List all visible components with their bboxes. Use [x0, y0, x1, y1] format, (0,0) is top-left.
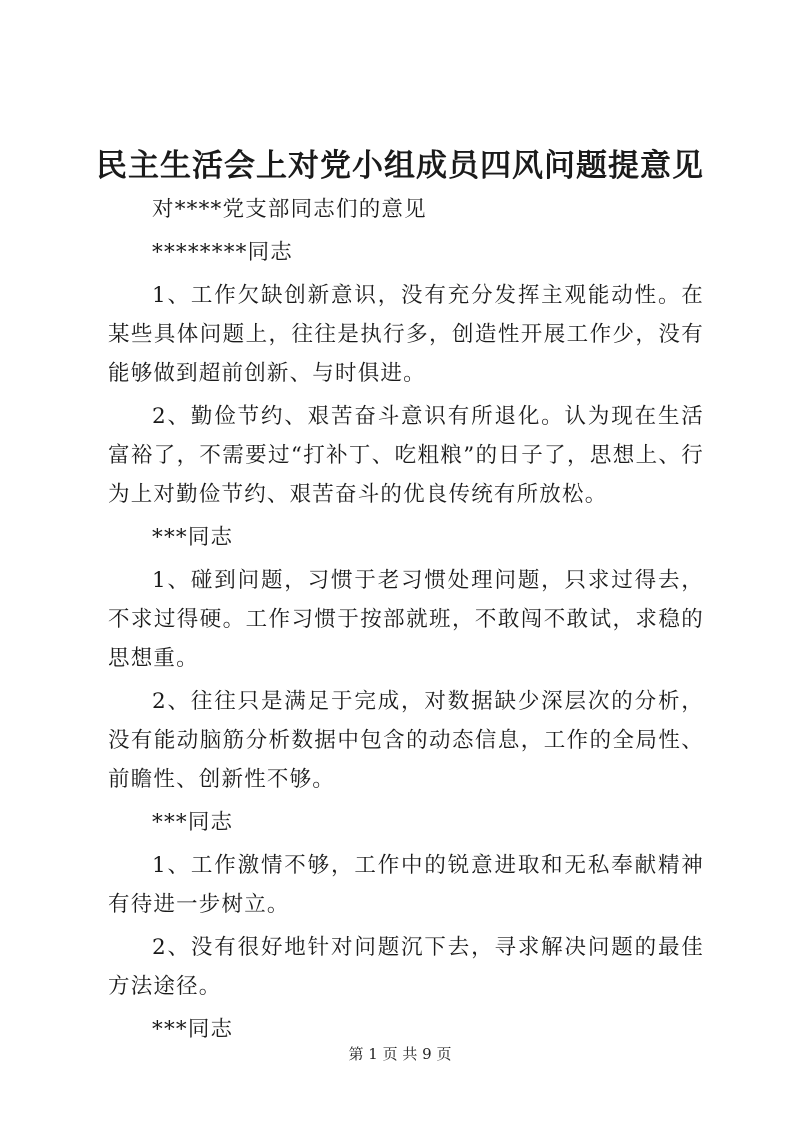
- document-body: [108, 190, 704, 1053]
- paragraph: 1、工作欠缺创新意识，没有充分发挥主观能动性。在某些具体问题上，往往是执行多，创造性开展工作少，没有能够做到超前创新、与时俱进。: [108, 283, 704, 386]
- paragraph: 1、碰到问题，习惯于老习惯处理问题，只求过得去，不求过得硬。工作习惯于按部就班，不敢闯不敢试，求稳的思想重。: [108, 568, 704, 671]
- paragraph-comrade-heading: ***同志: [152, 1017, 234, 1042]
- paragraph-comrade-heading: ***同志: [152, 810, 234, 835]
- page-number: 第 1 页 共 9 页: [348, 1045, 452, 1063]
- paragraph-salutation: 对****党支部同志们的意见: [152, 197, 427, 222]
- paragraph: 1、工作激情不够，工作中的锐意进取和无私奉献精神有待进一步树立。: [108, 853, 704, 917]
- document-title: 民主生活会上对党小组成员四风问题提意见: [96, 148, 704, 184]
- paragraph: 2、往往只是满足于完成，对数据缺少深层次的分析，没有能动脑筋分析数据中包含的动态信息，工作的全局性、前瞻性、创新性不够。: [108, 689, 704, 792]
- paragraph: 2、勤俭节约、艰苦奋斗意识有所退化。认为现在生活富裕了，不需要过“打补丁、吃粗粮”的日子了，思想上、行为上对勤俭节约、艰苦奋斗的优良传统有所放松。: [108, 404, 704, 507]
- paragraph: 2、没有很好地针对问题沉下去，寻求解决问题的最佳方法途径。: [108, 935, 704, 999]
- paragraph-comrade-heading: ***同志: [152, 525, 234, 550]
- paragraph-comrade-heading: ********同志: [152, 240, 294, 265]
